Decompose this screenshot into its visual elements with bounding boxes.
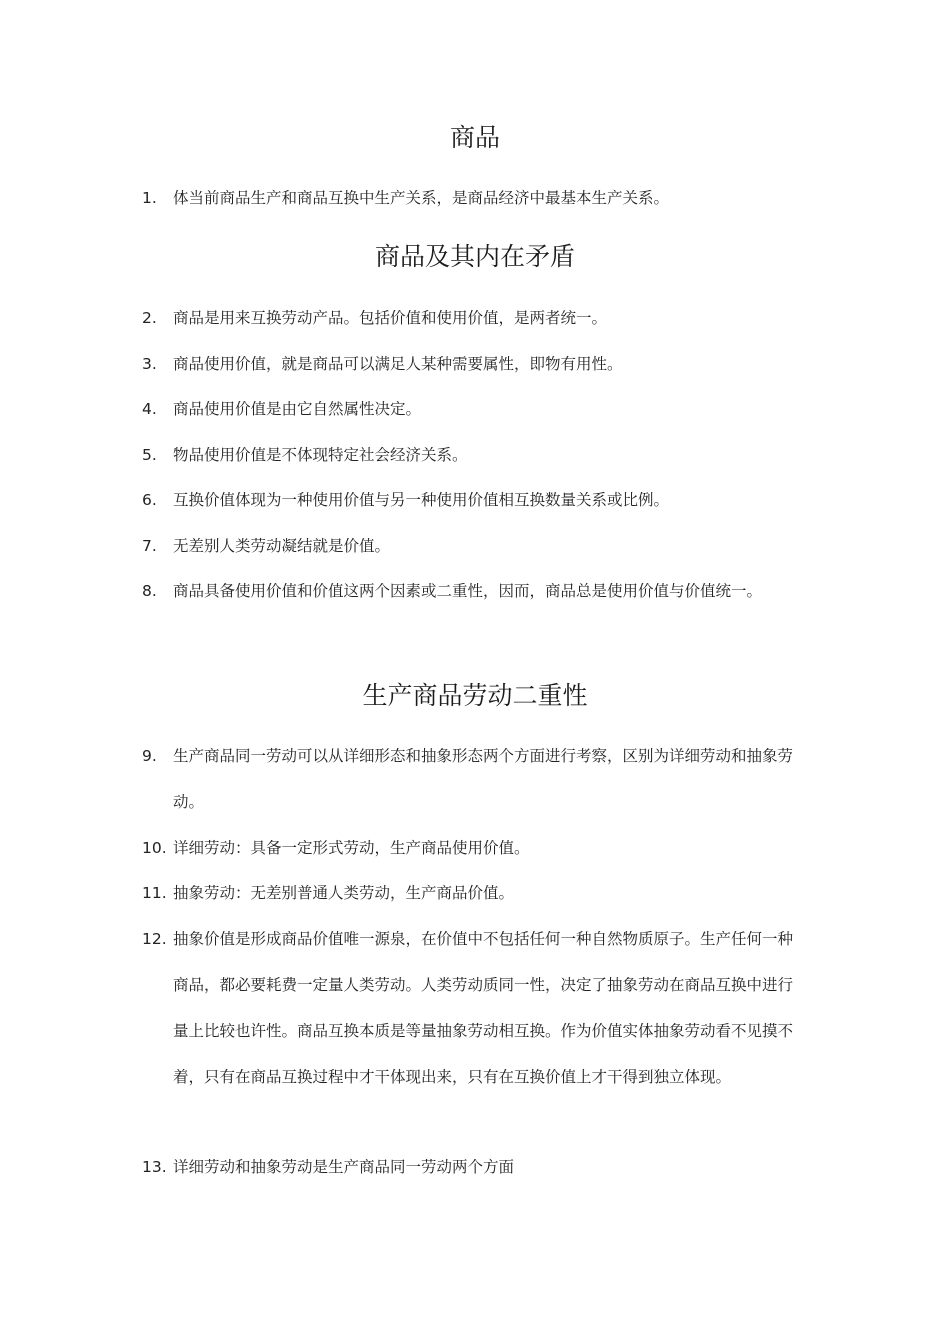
item-text: 抽象劳动：无差别普通人类劳动，生产商品价值。 bbox=[173, 884, 515, 902]
item-text: 体当前商品生产和商品互换中生产关系，是商品经济中最基本生产关系。 bbox=[173, 189, 670, 207]
item-text: 商品具备使用价值和价值这两个因素或二重性，因而，商品总是使用价值与价值统一。 bbox=[173, 582, 763, 600]
item-number: 1. bbox=[142, 189, 157, 207]
list-item bbox=[142, 386, 802, 432]
section-heading-contradiction: 商品及其内在矛盾 bbox=[374, 242, 575, 271]
list-item bbox=[142, 477, 802, 523]
list-item bbox=[142, 916, 802, 1100]
list-item bbox=[142, 733, 802, 825]
item-number: 11. bbox=[142, 884, 167, 902]
list-item bbox=[142, 1144, 802, 1190]
item-text: 商品是用来互换劳动产品。包括价值和使用价值，是两者统一。 bbox=[173, 309, 608, 327]
list-item bbox=[142, 568, 802, 614]
item-number: 6. bbox=[142, 491, 157, 509]
list-item bbox=[142, 175, 802, 221]
list-item bbox=[142, 295, 802, 341]
section-heading-commodity: 商品 bbox=[449, 123, 500, 152]
item-text: 详细劳动：具备一定形式劳动，生产商品使用价值。 bbox=[173, 839, 530, 857]
item-number: 13. bbox=[142, 1158, 167, 1176]
item-number: 12. bbox=[142, 930, 167, 948]
item-text: 商品使用价值，就是商品可以满足人某种需要属性，即物有用性。 bbox=[173, 355, 623, 373]
item-number: 7. bbox=[142, 537, 157, 555]
item-number: 5. bbox=[142, 446, 157, 464]
list-item bbox=[142, 825, 802, 871]
item-number: 8. bbox=[142, 582, 157, 600]
item-number: 3. bbox=[142, 355, 157, 373]
item-number: 10. bbox=[142, 839, 167, 857]
item-number: 2. bbox=[142, 309, 157, 327]
item-text: 商品使用价值是由它自然属性决定。 bbox=[173, 400, 422, 418]
item-text: 无差别人类劳动凝结就是价值。 bbox=[173, 537, 391, 555]
list-item bbox=[142, 523, 802, 569]
list-item bbox=[142, 432, 802, 478]
item-text: 互换价值体现为一种使用价值与另一种使用价值相互换数量关系或比例。 bbox=[173, 491, 670, 509]
item-text: 抽象价值是形成商品价值唯一源泉，在价值中不包括任何一种自然物质原子。生产任何一种商品，都必要耗费一定量人类劳动。人类劳动质同一性，决定了抽象劳动在商品互换中进行量上比较也许性。商品互换本质是等量抽象劳动相互换。作为价值实体抽象劳动看不见摸不着，只有在商品互换过程中才干体现出来，只有在互换价值上才干得到独立体现。 bbox=[173, 930, 794, 1086]
item-text: 详细劳动和抽象劳动是生产商品同一劳动两个方面 bbox=[173, 1158, 515, 1176]
item-text: 生产商品同一劳动可以从详细形态和抽象形态两个方面进行考察，区别为详细劳动和抽象劳动。 bbox=[173, 747, 794, 811]
item-text: 物品使用价值是不体现特定社会经济关系。 bbox=[173, 446, 468, 464]
section-heading-dual-labor: 生产商品劳动二重性 bbox=[362, 681, 588, 710]
item-number: 4. bbox=[142, 400, 157, 418]
list-item bbox=[142, 870, 802, 916]
item-number: 9. bbox=[142, 747, 157, 765]
list-item bbox=[142, 341, 802, 387]
